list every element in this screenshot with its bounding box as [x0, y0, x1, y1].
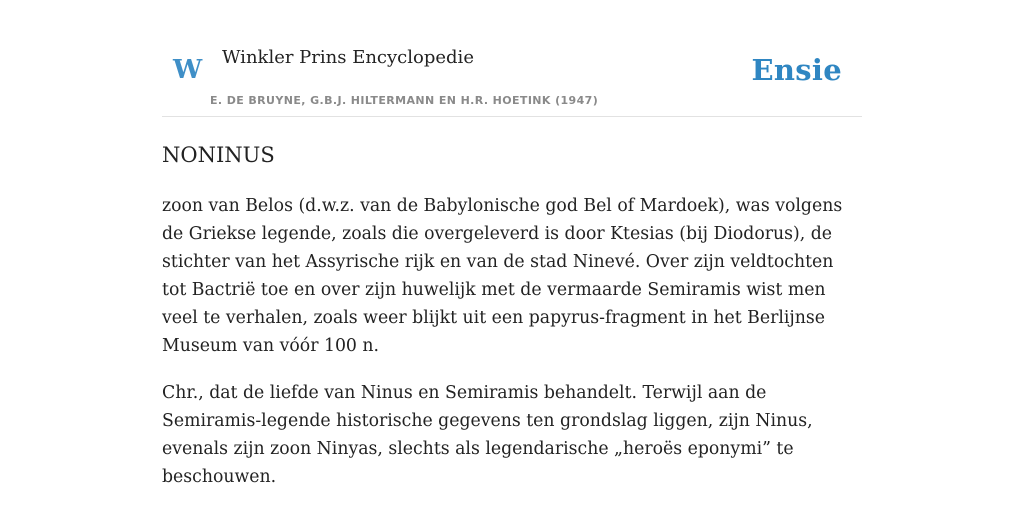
encyclopedia-title[interactable]: Winkler Prins Encyclopedie [222, 47, 474, 68]
encyclopedia-authors: E. DE BRUYNE, G.B.J. HILTERMANN EN H.R. HOETINK (1947) [210, 94, 599, 107]
article-paragraph-2: Chr., dat de liefde van Ninus en Semiramis behandelt. Terwijl aan de Semiramis-legende historische gegevens ten grondslag liggen, zijn Ninus, evenals zijn zoon Ninyas, slechts als legendarische „heroës eponymi” te beschouwen. [162, 383, 813, 487]
article [162, 138, 862, 491]
encyclopedia-logo[interactable]: W [173, 55, 203, 85]
article-title: NONINUS [162, 143, 275, 167]
encyclopedia-header [162, 0, 862, 117]
ensie-brand-logo[interactable]: Ensie [751, 53, 842, 87]
article-paragraph-1: zoon van Belos (d.w.z. van de Babylonische god Bel of Mardoek), was volgens de Griekse legende, zoals die overgeleverd is door Ktesias (bij Diodorus), de stichter van het Assyrische rijk en van de stad Ninevé. Over zijn veldtochten tot Bactrië toe en over zijn huwelijk met de vermaarde Semiramis wist men veel te verhalen, zoals weer blijkt uit een papyrus-fragment in het Berlijnse Museum van vóór 100 n. [162, 196, 843, 356]
